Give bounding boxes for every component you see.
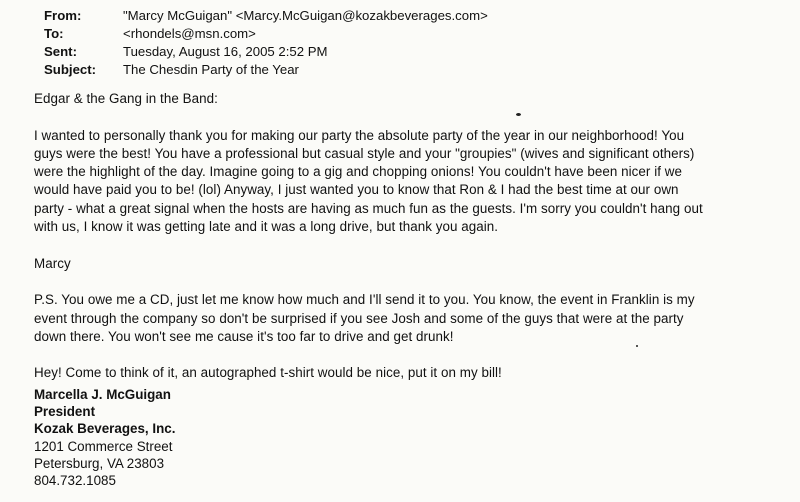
- body-line: with us, I know it was getting late and it was a long drive, but thank you again.: [34, 219, 499, 235]
- paragraph-ps: [34, 291, 780, 346]
- body-line: down there. You won't see me cause it's too far to drive and get drunk!: [34, 328, 454, 344]
- body-line: guys were the best! You have a professional but casual style and your "groupies" (wives and significant others): [34, 145, 695, 161]
- greeting: Edgar & the Gang in the Band:: [34, 91, 218, 106]
- signature-street: 1201 Commerce Street: [34, 438, 173, 454]
- body-line: were the highlight of the day. Imagine going to a gig and chopping onions! You couldn't have been nicer if we: [34, 164, 682, 180]
- body-line: event through the company so don't be surprised if you see Josh and some of the guys that were at the party: [34, 310, 684, 326]
- to-value: <rhondels@msn.com>: [123, 26, 256, 41]
- sent-label: Sent:: [44, 44, 77, 59]
- subject-label: Subject:: [44, 62, 97, 77]
- signature-company: Kozak Beverages, Inc.: [34, 421, 176, 437]
- paragraph-thanks: [34, 127, 780, 237]
- sent-row: [44, 43, 488, 61]
- to-row: [44, 25, 488, 43]
- body-line: party - what a great signal when the hosts are having as much fun as the guests. I'm sorry you couldn't hang out: [34, 200, 703, 216]
- signoff: Marcy: [34, 255, 71, 271]
- subject-row: [44, 61, 488, 79]
- body-line: I wanted to personally thank you for making our party the absolute party of the year in our neighborhood! You: [34, 127, 685, 143]
- body-line: would have paid you to be! (lol) Anyway, I just wanted you to know that Ron & I had the best time at our own: [34, 182, 679, 198]
- scan-speck: [516, 113, 521, 116]
- body-line: P.S. You owe me a CD, just let me know how much and I'll send it to you. You know, the event in Franklin is my: [34, 292, 695, 308]
- email-body: [34, 90, 780, 383]
- scan-speck: [636, 345, 638, 347]
- signature-phone: 804.732.1085: [34, 473, 116, 489]
- signature-title: President: [34, 404, 96, 420]
- from-value: "Marcy McGuigan" <Marcy.McGuigan@kozakbeverages.com>: [123, 8, 488, 23]
- subject-value: The Chesdin Party of the Year: [123, 62, 299, 77]
- sent-value: Tuesday, August 16, 2005 2:52 PM: [123, 44, 328, 59]
- from-label: From:: [44, 8, 82, 23]
- signature-city: Petersburg, VA 23803: [34, 455, 165, 471]
- signature-block: [34, 386, 175, 489]
- email-header: [44, 7, 488, 79]
- from-row: [44, 7, 488, 25]
- to-label: To:: [44, 26, 64, 41]
- signature-name: Marcella J. McGuigan: [34, 387, 171, 402]
- paragraph-hey: Hey! Come to think of it, an autographed t-shirt would be nice, put it on my bill!: [34, 365, 502, 381]
